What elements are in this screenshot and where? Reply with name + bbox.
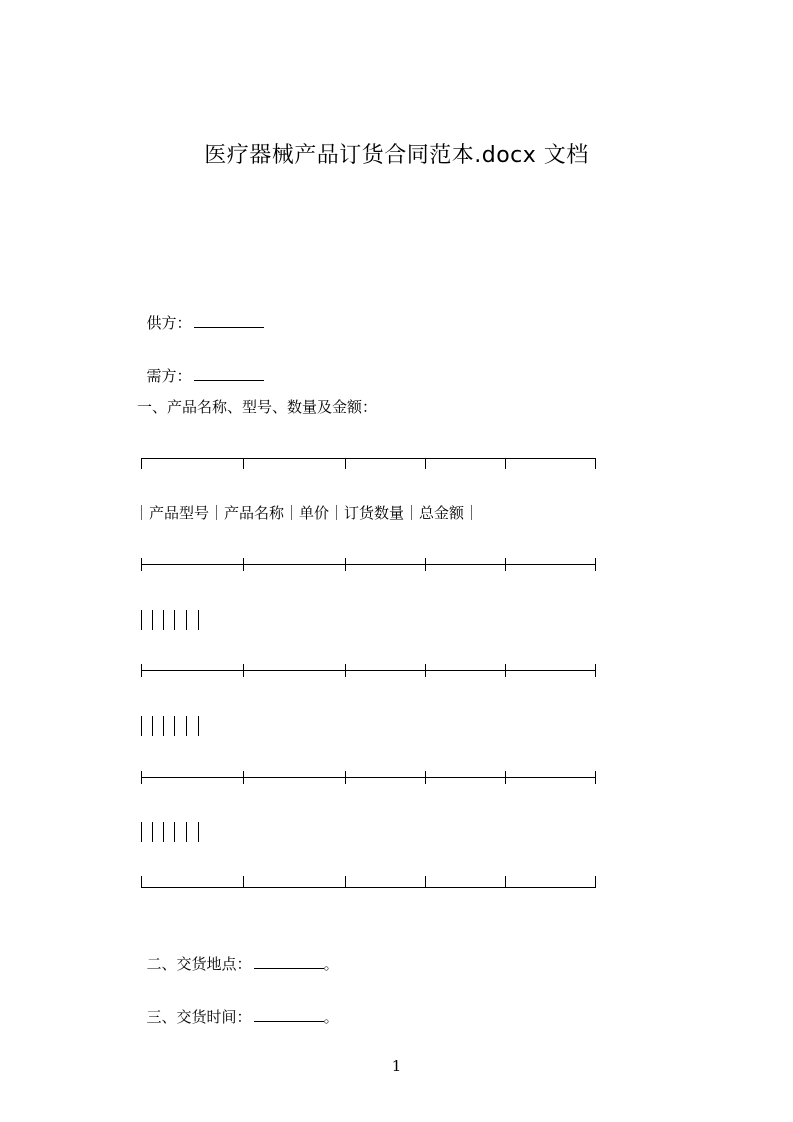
table-bottom-border-tick xyxy=(595,876,596,888)
table-separator-tick xyxy=(505,664,506,677)
table-separator-tick xyxy=(425,664,426,677)
table-separator-tick xyxy=(505,771,506,784)
table-cell-divider xyxy=(174,716,175,736)
table-bottom-border-tick xyxy=(141,876,142,888)
table-row-separator xyxy=(141,558,596,570)
table-top-border-tick xyxy=(505,458,506,469)
buyer-label: 需方： xyxy=(146,367,192,385)
table-top-border-tick xyxy=(595,458,596,469)
table-separator-tick xyxy=(425,771,426,784)
supplier-line xyxy=(137,289,264,334)
table-separator-tick xyxy=(141,771,142,784)
delivery-location-blank xyxy=(254,952,324,969)
section-1-heading: 一、产品名称、型号、数量及金额： xyxy=(137,398,378,416)
table-separator-tick xyxy=(243,771,244,784)
table-cell-divider xyxy=(186,610,187,630)
table-cell-divider xyxy=(186,822,187,842)
table-cell-divider xyxy=(198,610,199,630)
buyer-blank xyxy=(194,364,264,381)
table-bottom-border-tick xyxy=(505,876,506,888)
table-separator-tick xyxy=(345,664,346,677)
table-bottom-border xyxy=(141,876,596,888)
table-top-border-tick xyxy=(141,458,142,469)
table-cell-divider xyxy=(163,610,164,630)
table-row-separator xyxy=(141,771,596,783)
section-2-line xyxy=(137,930,339,975)
table-cell-divider xyxy=(152,716,153,736)
table-separator-tick xyxy=(345,771,346,784)
table-cell-divider xyxy=(163,822,164,842)
table-separator-tick xyxy=(595,558,596,571)
section-3-label: 三、交货时间： xyxy=(146,1008,252,1026)
table-separator-tick xyxy=(141,664,142,677)
table-separator-tick xyxy=(425,558,426,571)
table-separator-tick xyxy=(595,771,596,784)
section-3-suffix: 。 xyxy=(323,1008,339,1026)
document-title: 医疗器械产品订货合同范本.docx 文档 xyxy=(204,143,589,168)
table-header-row: ｜产品型号｜产品名称｜单价｜订货数量｜总金额｜ xyxy=(134,504,480,522)
table-separator-tick xyxy=(595,664,596,677)
table-separator-tick xyxy=(141,558,142,571)
table-cell-divider xyxy=(141,822,142,842)
table-bottom-border-line xyxy=(141,887,596,888)
delivery-time-blank xyxy=(254,1005,324,1022)
table-separator-line xyxy=(141,670,596,671)
table-separator-tick xyxy=(505,558,506,571)
section-2-label: 二、交货地点： xyxy=(146,955,252,973)
page-number: 1 xyxy=(391,1057,402,1075)
table-separator-line xyxy=(141,777,596,778)
supplier-blank xyxy=(194,311,264,328)
table-cell-divider xyxy=(186,716,187,736)
table-cell-divider xyxy=(163,716,164,736)
table-top-border xyxy=(141,458,596,470)
table-separator-tick xyxy=(243,558,244,571)
table-separator-tick xyxy=(243,664,244,677)
table-cell-divider xyxy=(152,610,153,630)
table-cell-divider xyxy=(174,822,175,842)
table-separator-tick xyxy=(345,558,346,571)
table-bottom-border-tick xyxy=(345,876,346,888)
table-top-border-line xyxy=(141,458,596,459)
table-separator-line xyxy=(141,564,596,565)
table-cell-divider xyxy=(198,716,199,736)
supplier-label: 供方： xyxy=(146,314,192,332)
table-cell-divider xyxy=(152,822,153,842)
table-cell-divider xyxy=(174,610,175,630)
buyer-line xyxy=(137,342,264,387)
table-cell-divider xyxy=(198,822,199,842)
table-bottom-border-tick xyxy=(243,876,244,888)
table-cell-divider xyxy=(141,610,142,630)
table-top-border-tick xyxy=(243,458,244,469)
table-bottom-border-tick xyxy=(425,876,426,888)
table-top-border-tick xyxy=(345,458,346,469)
table-row-separator xyxy=(141,664,596,676)
table-top-border-tick xyxy=(425,458,426,469)
table-cell-divider xyxy=(141,716,142,736)
section-2-suffix: 。 xyxy=(323,955,339,973)
section-3-line xyxy=(137,983,339,1028)
